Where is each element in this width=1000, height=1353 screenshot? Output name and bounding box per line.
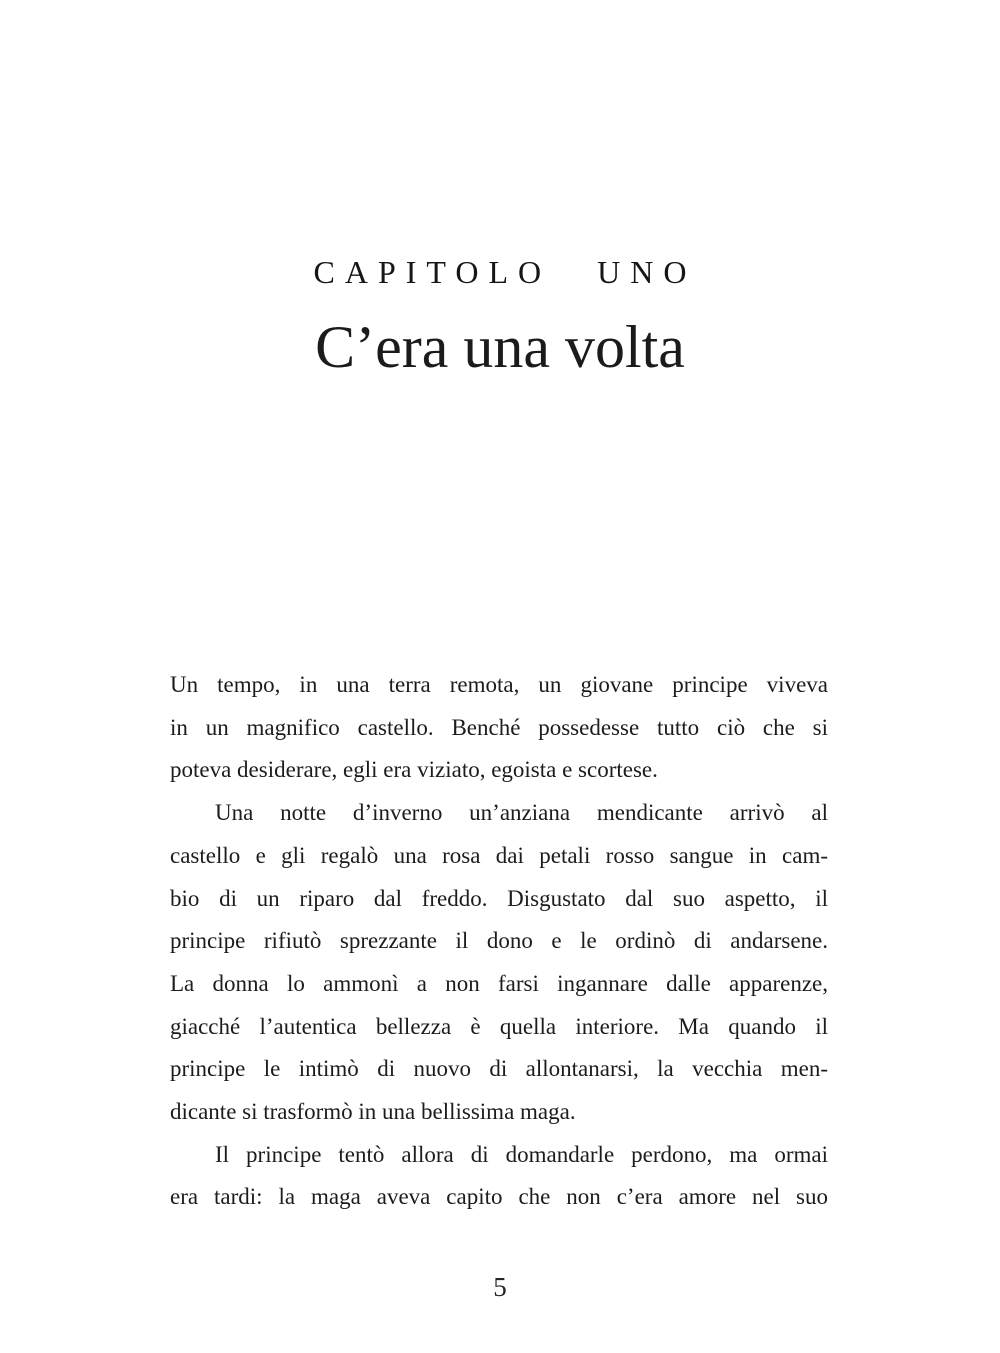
text-line: Una notte d’inverno un’anziana mendicante arrivò al: [215, 800, 828, 826]
text-line: in un magnifico castello. Benché possedesse tutto ciò che si: [170, 714, 828, 740]
chapter-kicker: CAPITOLO UNO: [313, 254, 697, 290]
text-line: principe le intimò di nuovo di allontanarsi, la vecchia men-: [170, 1056, 828, 1082]
text-line: dicante si trasformò in una bellissima maga.: [170, 1099, 576, 1125]
text-line: era tardi: la maga aveva capito che non c’era amore nel suo: [170, 1184, 828, 1210]
text-line: La donna lo ammonì a non farsi ingannare dalle apparenze,: [170, 970, 828, 996]
page-number: 5: [493, 1272, 507, 1302]
text-line: giacché l’autentica bellezza è quella interiore. Ma quando il: [170, 1013, 828, 1039]
text-line: castello e gli regalò una rosa dai petali rosso sangue in cam-: [170, 842, 828, 868]
chapter-title: C’era una volta: [315, 314, 685, 380]
text-line: bio di un riparo dal freddo. Disgustato dal suo aspetto, il: [170, 885, 828, 911]
text-line: Il principe tentò allora di domandarle perdono, ma ormai: [215, 1141, 828, 1167]
text-line: Un tempo, in una terra remota, un giovane principe viveva: [170, 672, 828, 697]
text-line: poteva desiderare, egli era viziato, egoista e scortese.: [170, 757, 658, 783]
body-text: [170, 664, 828, 1219]
text-line: principe rifiutò sprezzante il dono e le ordinò di andarsene.: [170, 928, 828, 954]
